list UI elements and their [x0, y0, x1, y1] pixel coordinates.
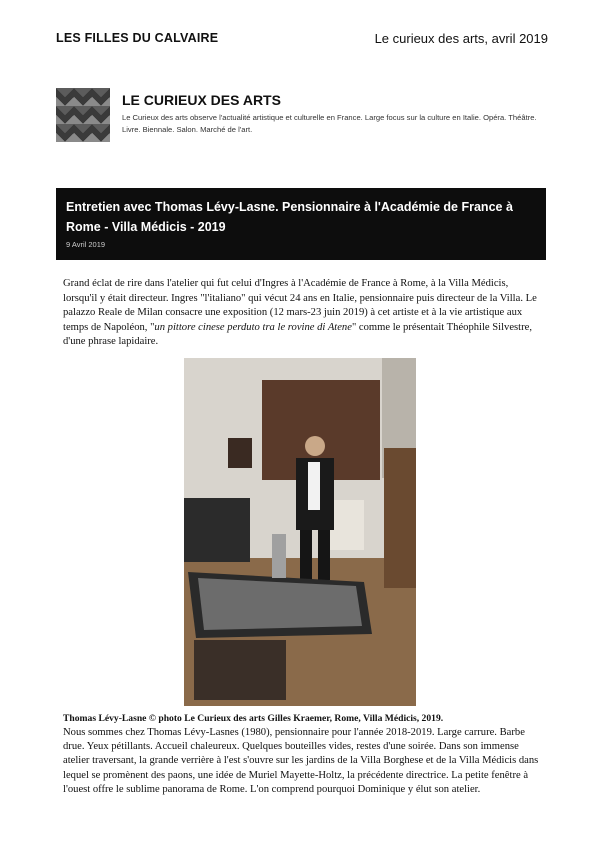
publication-description: Le Curieux des arts observe l'actualité artistique et culturelle en France. Large focus sur la culture en Italie. Opéra. Théâtre. Livre. Biennale. Salon. Marché de l'art. — [122, 113, 537, 134]
page-header — [0, 0, 600, 70]
article-title[interactable]: Entretien avec Thomas Lévy-Lasne. Pensionnaire à l'Académie de France à Rome - Villa Médicis - 2019 — [66, 200, 513, 234]
article-banner — [56, 188, 546, 260]
studio-photo-illustration — [184, 358, 416, 706]
issue-label: Le curieux des arts, avril 2019 — [374, 31, 548, 46]
gallery-name: LES FILLES DU CALVAIRE — [56, 31, 219, 45]
article-body: Nous sommes chez Thomas Lévy-Lasnes (1980), pensionnaire pour l'année 2018-2019. Large carrure. Barbe drue. Yeux pétillants. Accueil chaleureux. Quelques bouteilles vides, restes d'une soirée. Dans son immense atelier traversant, la grande verrière à l'est s'ouvre sur les jardins de la Villa Borghese et de la Villa Médicis dans lequel se promènent des paons, une idée de Muriel Mayette-Holtz, la précédente directrice. La petite fenêtre à l'ouest offre le sublime panorama de Rome. L'on comprend pourquoi Dominique y élut son atelier. — [63, 727, 539, 795]
photo-caption: Thomas Lévy-Lasne © photo Le Curieux des arts Gilles Kraemer, Rome, Villa Médicis, 2019. — [63, 713, 444, 724]
article-photo — [184, 358, 416, 706]
intro-quote: un pittore cinese perduto tra le rovine di Atene — [154, 321, 352, 333]
publication-header — [56, 88, 546, 148]
article-intro — [63, 277, 541, 350]
article-date: 9 Avril 2019 — [66, 240, 106, 249]
intro-text-end: " comme le présentait Théophile Silvestre, d'une phrase lapidaire. — [63, 321, 532, 347]
intro-text: Grand éclat de rire dans l'atelier qui fut celui d'Ingres à l'Académie de France à Rome, à la Villa Médicis, lorsqu'il y était directeur. Ingres "l'italiano" qui vécut 24 ans en Italie, pensionnaire puis directeur de la Villa. Le palazzo Reale de Milan consacre une exposition (12 mars-23 juin 2019) à cet artiste et à la vie artistique aux temps de Napoléon, " — [63, 278, 537, 333]
publication-title[interactable]: LE CURIEUX DES ARTS — [122, 92, 281, 108]
publication-logo — [56, 88, 110, 142]
